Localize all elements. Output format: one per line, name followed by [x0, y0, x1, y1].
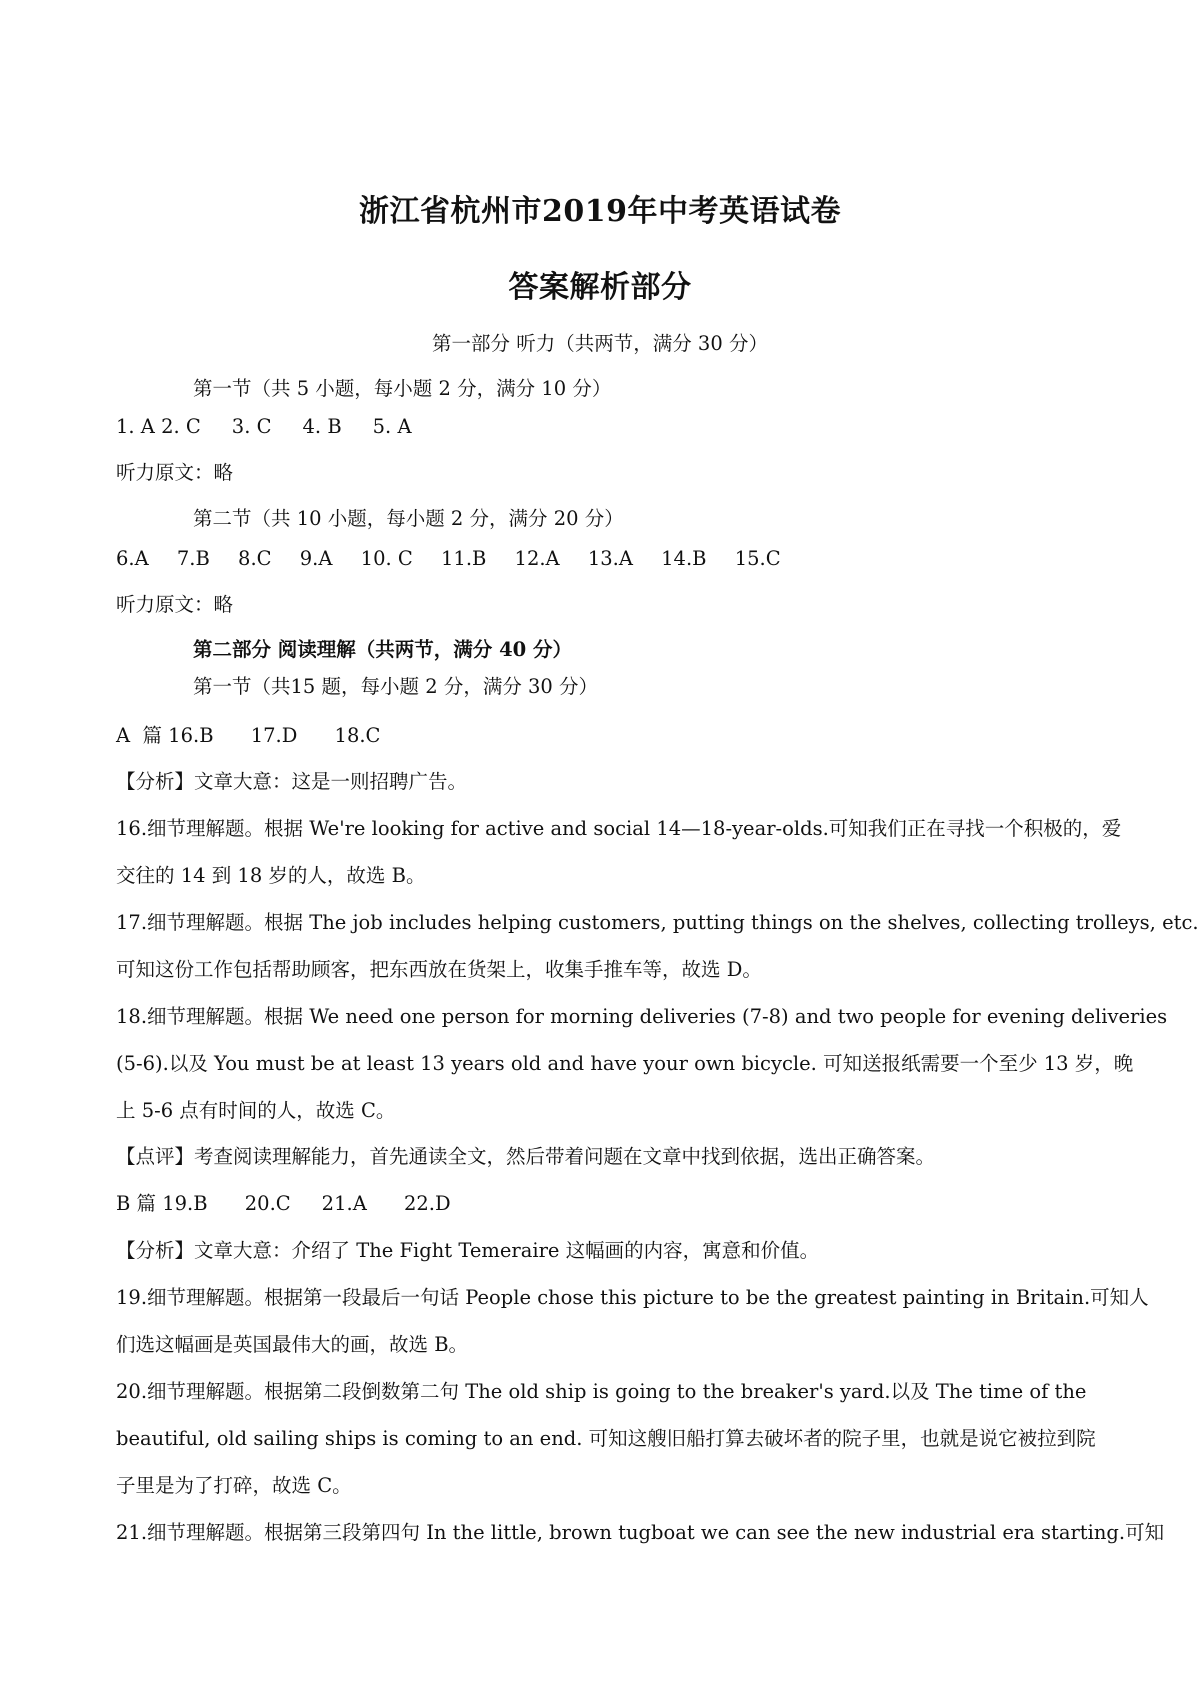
q19-explanation-line: 们选这幅画是英国最伟大的画，故选 B。: [116, 1333, 469, 1356]
q21-explanation-line: 21.细节理解题。根据第三段第四句 In the little, brown tugboat we can see the new industrial era starting.可知: [116, 1521, 1165, 1544]
passage-a-answers: A 篇 16.B 17.D 18.C: [116, 724, 381, 747]
passage-b-answers: B 篇 19.B 20.C 21.A 22.D: [116, 1192, 451, 1215]
q20-explanation-line: 子里是为了打碎，故选 C。: [116, 1474, 352, 1497]
q16-explanation-line: 交往的 14 到 18 岁的人，故选 B。: [116, 864, 426, 887]
part1-section1-heading: 第一节（共 5 小题，每小题 2 分，满分 10 分）: [193, 377, 612, 400]
passage-a-analysis: 【分析】文章大意：这是一则招聘广告。: [116, 770, 468, 793]
part2-section1-heading: 第一节（共15 题，每小题 2 分，满分 30 分）: [193, 675, 599, 698]
q20-explanation-line: beautiful, old sailing ships is coming to an end. 可知这艘旧船打算去破坏者的院子里，也就是说它被拉到院: [116, 1427, 1096, 1450]
q20-explanation-line: 20.细节理解题。根据第二段倒数第二句 The old ship is going to the breaker's yard.以及 The time of the: [116, 1380, 1087, 1403]
passage-b-analysis: 【分析】文章大意：介绍了 The Fight Temeraire 这幅画的内容，寓意和价值。: [116, 1239, 820, 1262]
part1-section1-transcript: 听力原文：略: [116, 461, 234, 484]
q17-explanation-line: 可知这份工作包括帮助顾客，把东西放在货架上，收集手推车等，故选 D。: [116, 958, 762, 981]
q16-explanation-line: 16.细节理解题。根据 We're looking for active and social 14—18-year-olds.可知我们正在寻找一个积极的，爱: [116, 817, 1122, 840]
answer-item: 14.B: [661, 547, 707, 570]
answer-item: 13.A: [587, 547, 633, 570]
answer-item: 7.B: [176, 547, 210, 570]
q19-explanation-line: 19.细节理解题。根据第一段最后一句话 People chose this picture to be the greatest painting in Britain.可知人: [116, 1286, 1149, 1309]
part1-heading: 第一部分 听力（共两节，满分 30 分）: [432, 332, 768, 355]
q18-explanation-line: (5-6).以及 You must be at least 13 years old and have your own bicycle. 可知送报纸需要一个至少 13 岁，晚: [116, 1052, 1134, 1075]
answer-item: 12.A: [514, 547, 560, 570]
passage-a-comment: 【点评】考查阅读理解能力，首先通读全文，然后带着问题在文章中找到依据，选出正确答案。: [116, 1145, 936, 1168]
answer-item: 9.A: [299, 547, 333, 570]
document-title: 浙江省杭州市2019年中考英语试卷: [359, 194, 841, 229]
part2-heading: 第二部分 阅读理解（共两节，满分 40 分）: [193, 638, 573, 661]
part1-section2-transcript: 听力原文：略: [116, 593, 234, 616]
answer-item: 11.B: [441, 547, 487, 570]
answer-item: 10. C: [360, 547, 413, 570]
answer-item: 6.A: [116, 547, 149, 570]
q18-explanation-line: 18.细节理解题。根据 We need one person for morning deliveries (7-8) and two people for evening deliveries: [116, 1005, 1168, 1028]
part1-section1-answers: 1. A 2. C 3. C 4. B 5. A: [116, 415, 412, 438]
q18-explanation-line: 上 5-6 点有时间的人，故选 C。: [116, 1099, 396, 1122]
q17-explanation-line: 17.细节理解题。根据 The job includes helping customers, putting things on the shelves, collecting trolleys, etc.: [116, 911, 1199, 934]
part1-section2-heading: 第二节（共 10 小题，每小题 2 分，满分 20 分）: [193, 507, 624, 530]
document-subtitle: 答案解析部分: [508, 270, 692, 305]
answer-item: 8.C: [238, 547, 272, 570]
answer-item: 15.C: [734, 547, 781, 570]
part1-section2-answers: [116, 545, 1096, 573]
